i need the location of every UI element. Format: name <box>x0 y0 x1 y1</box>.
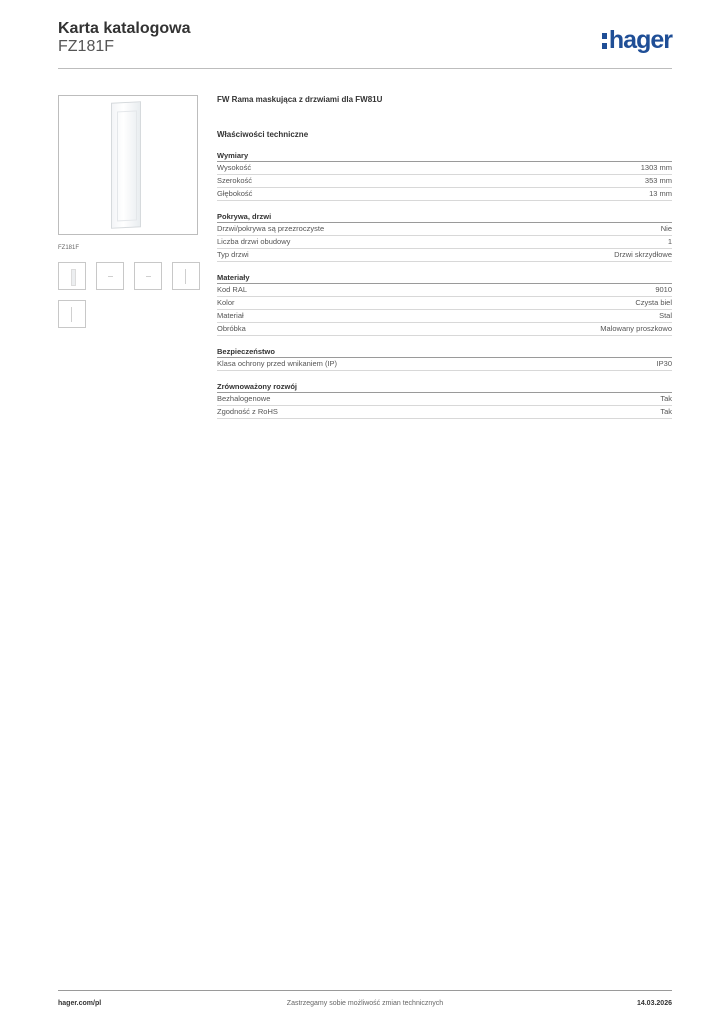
spec-label: Kolor <box>217 298 235 307</box>
spec-label: Zgodność z RoHS <box>217 407 278 416</box>
spec-value: 1303 mm <box>640 163 672 172</box>
technical-specs <box>217 95 672 419</box>
spec-row <box>217 223 672 236</box>
logo-text: hager <box>608 26 672 54</box>
spec-row <box>217 358 672 371</box>
product-code: FZ181F <box>58 38 115 55</box>
thumbnail-drawing-2[interactable] <box>134 262 162 290</box>
spec-value: 13 mm <box>649 189 672 198</box>
spec-label: Liczba drzwi obudowy <box>217 237 291 246</box>
thumbnail-door-front[interactable] <box>58 262 86 290</box>
document-date: 14.03.2026 <box>636 1000 672 1007</box>
section-cover-door <box>217 211 672 262</box>
spec-row <box>217 175 672 188</box>
spec-row <box>217 162 672 175</box>
section-dimensions <box>217 150 672 201</box>
product-image[interactable] <box>58 95 198 235</box>
spec-label: Bezhalogenowe <box>217 394 271 403</box>
spec-row <box>217 188 672 201</box>
spec-row <box>217 297 672 310</box>
spec-value: Nie <box>660 224 672 233</box>
spec-value: Drzwi skrzydłowe <box>614 250 672 259</box>
document-footer <box>58 990 672 1011</box>
spec-row <box>217 323 672 336</box>
section-title: Zrównoważony rozwój <box>217 381 672 393</box>
product-image-caption: FZ181F <box>58 245 80 251</box>
spec-label: Drzwi/pokrywa są przezroczyste <box>217 224 325 233</box>
spec-label: Głębokość <box>217 189 253 198</box>
hager-logo[interactable] <box>602 26 672 55</box>
spec-value: 9010 <box>655 285 672 294</box>
section-title: Pokrywa, drzwi <box>217 211 672 223</box>
spec-label: Klasa ochrony przed wnikaniem (IP) <box>217 359 338 368</box>
spec-value: 353 mm <box>644 176 672 185</box>
spec-label: Materiał <box>217 311 244 320</box>
door-side-thumb-icon <box>71 307 72 322</box>
spec-value: Tak <box>660 407 672 416</box>
section-title: Wymiary <box>217 150 672 162</box>
logo-colon-icon <box>602 31 607 49</box>
section-title: Bezpieczeństwo <box>217 346 672 358</box>
drawing-thumb-icon <box>146 276 151 277</box>
drawing-thumb-icon <box>185 269 186 284</box>
thumbnail-drawing-1[interactable] <box>96 262 124 290</box>
door-thumb-icon <box>71 269 76 286</box>
tech-properties-title: Właściwości techniczne <box>217 130 309 139</box>
spec-value: Czysta biel <box>635 298 672 307</box>
spec-label: Szerokość <box>217 176 253 185</box>
footer-notice: Zastrzegamy sobie możliwość zmian technicznych <box>286 1000 444 1007</box>
spec-row <box>217 406 672 419</box>
spec-label: Kod RAL <box>217 285 248 294</box>
document-header <box>58 20 672 69</box>
spec-row <box>217 249 672 262</box>
section-sustainability <box>217 381 672 419</box>
section-title: Materiały <box>217 272 672 284</box>
drawing-thumb-icon <box>108 276 113 277</box>
spec-row <box>217 393 672 406</box>
spec-label: Wysokość <box>217 163 252 172</box>
document-title: Karta katalogowa <box>58 20 191 37</box>
spec-row <box>217 236 672 249</box>
website-link[interactable]: hager.com/pl <box>58 1000 102 1007</box>
spec-label: Typ drzwi <box>217 250 249 259</box>
door-frame-icon <box>111 101 141 229</box>
section-materials <box>217 272 672 336</box>
product-title: FW Rama maskująca z drzwiami dla FW81U <box>217 95 383 104</box>
spec-value: 1 <box>667 237 672 246</box>
spec-value: Stal <box>659 311 672 320</box>
thumbnail-door-side[interactable] <box>58 300 86 328</box>
spec-row <box>217 310 672 323</box>
spec-value: IP30 <box>656 359 672 368</box>
spec-value: Malowany proszkowo <box>600 324 672 333</box>
section-safety <box>217 346 672 371</box>
spec-value: Tak <box>660 394 672 403</box>
spec-row <box>217 284 672 297</box>
spec-label: Obróbka <box>217 324 246 333</box>
thumbnail-drawing-3[interactable] <box>172 262 200 290</box>
